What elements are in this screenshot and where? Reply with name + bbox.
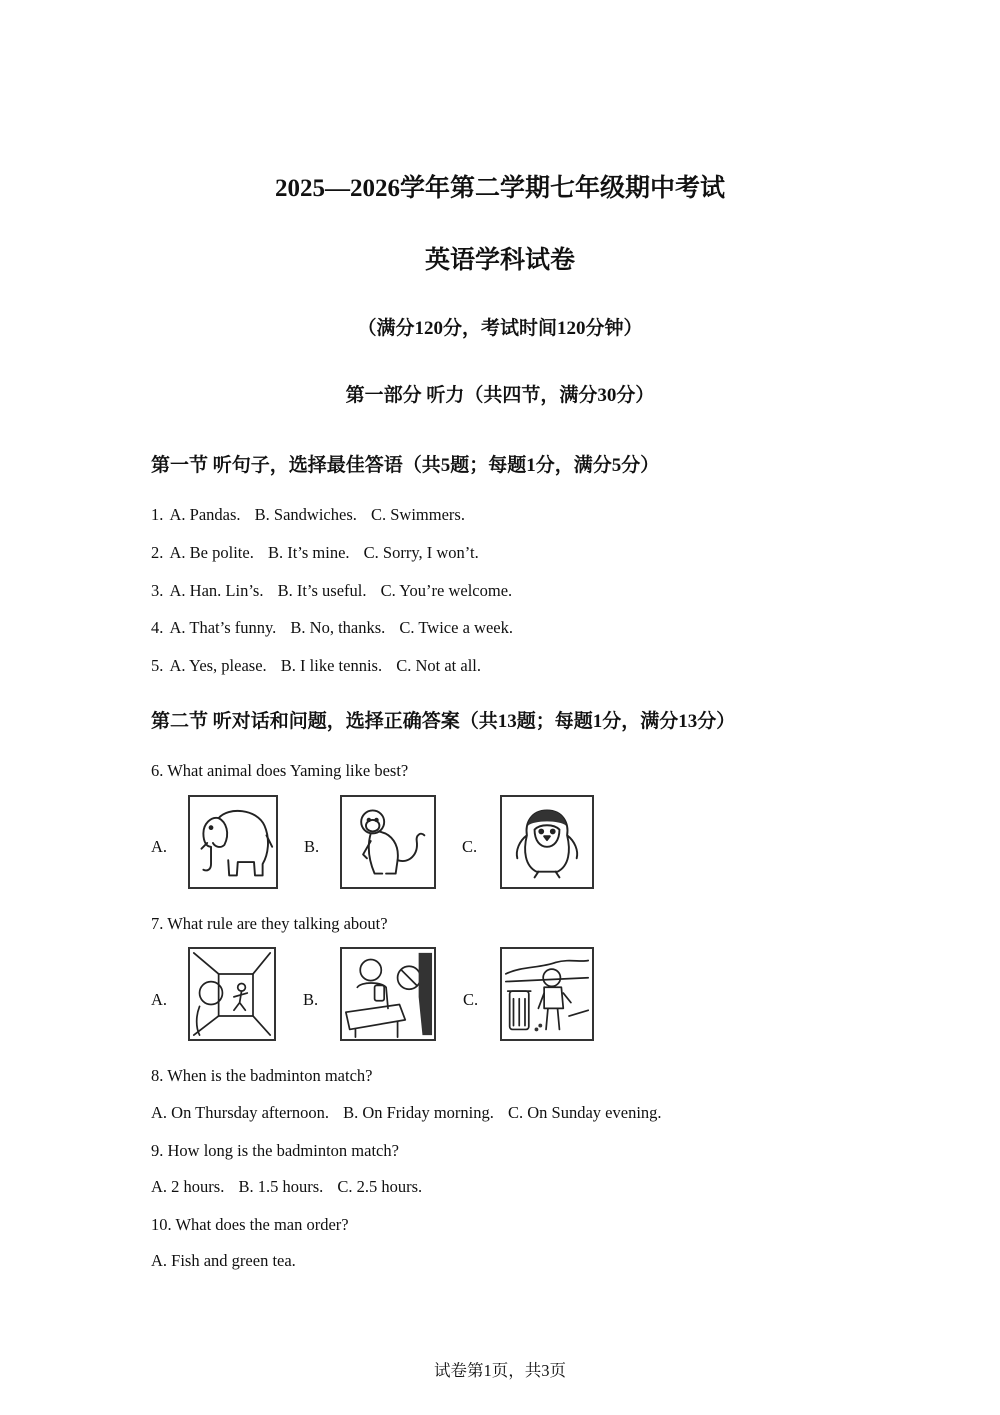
option-b-label: B. (304, 837, 320, 856)
option-a: A. Pandas. (169, 505, 241, 524)
question-number: 5. (151, 656, 164, 675)
option-c: C. 2.5 hours. (337, 1177, 423, 1196)
option-b: B. It’s mine. (267, 543, 350, 562)
option-c: C. Swimmers. (371, 505, 465, 524)
question-6: 6. What animal does Yaming like best? (151, 761, 409, 780)
question-number: 1. (151, 505, 164, 524)
monkey-picture (340, 795, 436, 889)
exam-subtitle: 英语学科试卷 (424, 247, 575, 274)
question-7: 7. What rule are they talking about? (151, 914, 388, 933)
question-4 (151, 618, 513, 638)
litter-icon (502, 949, 592, 1039)
hallway-running-icon (190, 949, 274, 1039)
option-a-label: A. (151, 837, 168, 856)
option-a: A. That’s funny. (169, 618, 277, 637)
option-a: A. Fish and green tea. (151, 1251, 296, 1270)
option-b: B. No, thanks. (290, 618, 386, 637)
option-c: C. You’re welcome. (380, 581, 513, 600)
page-footer: 试卷第1页，共3页 (434, 1361, 566, 1380)
no-phone-icon (342, 949, 434, 1039)
question-number: 4. (151, 618, 164, 637)
part-title: 第一部分 听力（共四节，满分30分） (345, 385, 655, 406)
option-c-label: C. (463, 990, 479, 1009)
question-number: 2. (151, 543, 164, 562)
question-7-options (151, 947, 611, 1043)
monkey-icon (342, 797, 434, 887)
option-a-label: A. (151, 990, 168, 1009)
elephant-icon (190, 797, 276, 887)
option-a: A. 2 hours. (151, 1177, 225, 1196)
question-8-options (151, 1103, 662, 1123)
option-c-label: C. (462, 837, 478, 856)
question-number: 3. (151, 581, 164, 600)
hallway-running-picture (188, 947, 276, 1041)
option-a: A. On Thursday afternoon. (151, 1103, 329, 1122)
section2-heading: 第二节 听对话和问题，选择正确答案（共13题；每题1分，满分13分） (151, 711, 736, 732)
option-b: B. 1.5 hours. (238, 1177, 324, 1196)
option-a: A. Be polite. (169, 543, 254, 562)
exam-title: 2025—2026学年第二学期七年级期中考试 (274, 175, 725, 202)
option-b: B. I like tennis. (280, 656, 383, 675)
option-b: B. It’s useful. (277, 581, 367, 600)
question-6-options (151, 795, 611, 891)
elephant-picture (188, 795, 278, 889)
score-note: （满分120分，考试时间120分钟） (357, 318, 643, 339)
option-a: A. Han. Lin’s. (169, 581, 264, 600)
option-c: C. On Sunday evening. (508, 1103, 662, 1122)
question-1 (151, 505, 465, 525)
question-10-options (151, 1251, 296, 1271)
no-phone-picture (340, 947, 436, 1041)
penguin-picture (500, 795, 594, 889)
option-b: B. On Friday morning. (343, 1103, 494, 1122)
option-c: C. Sorry, I won’t. (363, 543, 479, 562)
penguin-icon (502, 797, 592, 887)
section1-heading: 第一节 听句子，选择最佳答语（共5题；每题1分，满分5分） (151, 455, 660, 476)
question-3 (151, 581, 512, 601)
question-9: 9. How long is the badminton match? (151, 1141, 399, 1160)
option-a: A. Yes, please. (169, 656, 267, 675)
question-5 (151, 656, 481, 676)
option-b-label: B. (303, 990, 319, 1009)
litter-picture (500, 947, 594, 1041)
question-8: 8. When is the badminton match? (151, 1066, 373, 1085)
question-10: 10. What does the man order? (151, 1215, 349, 1234)
option-c: C. Not at all. (396, 656, 481, 675)
option-c: C. Twice a week. (399, 618, 513, 637)
question-2 (151, 543, 479, 563)
question-9-options (151, 1177, 422, 1197)
option-b: B. Sandwiches. (254, 505, 357, 524)
